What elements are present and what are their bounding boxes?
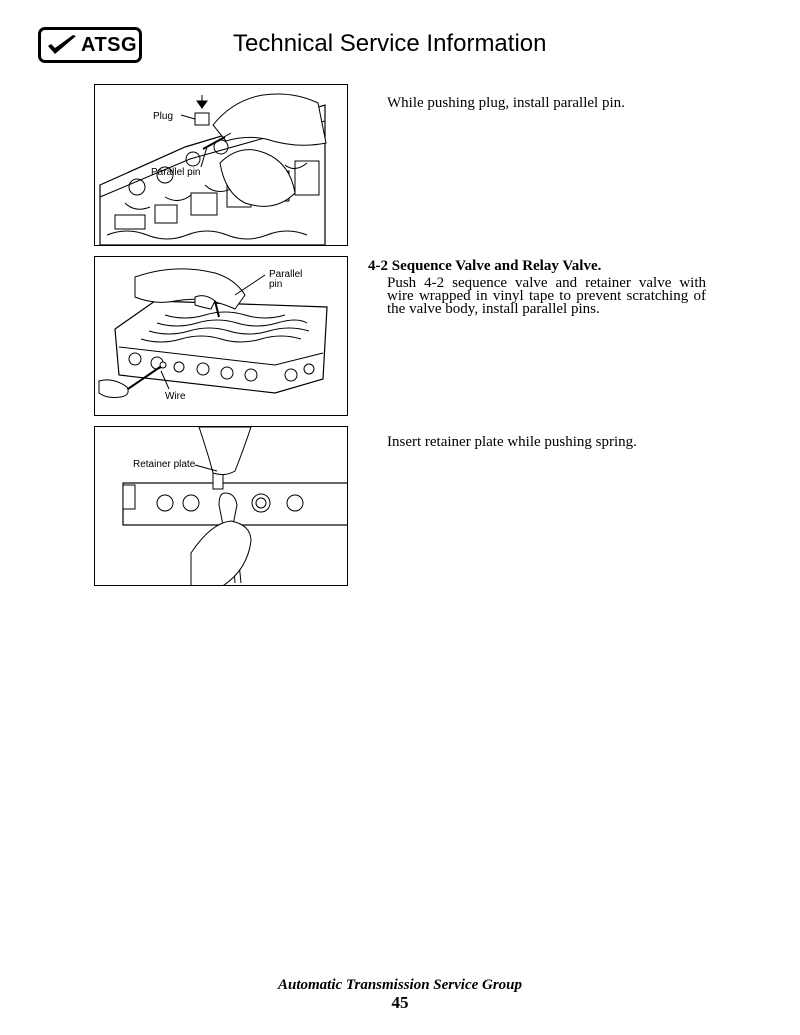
figure-retainer-plate <box>94 426 348 586</box>
figure-label-pin: pin <box>269 279 283 290</box>
instruction-install-parallel-pin: While pushing plug, install parallel pin. <box>387 95 625 111</box>
valve-body-wire-illustration <box>95 257 348 416</box>
figure-label-retainer-plate: Retainer plate <box>133 459 196 470</box>
figure-label-parallel-pin: Parallel pin <box>151 167 201 178</box>
page-title: Technical Service Information <box>233 30 547 57</box>
section-heading: 4-2 Sequence Valve and Relay Valve. <box>368 258 602 274</box>
logo-text: ATSG <box>81 33 138 56</box>
page-number: 45 <box>391 993 409 1012</box>
section-sequence-relay-valve <box>368 260 706 316</box>
atsg-logo <box>38 27 142 63</box>
section-body: Push 4-2 sequence valve and retainer valve with wire wrapped in vinyl tape to prevent scratching of the valve body, install parallel pins. <box>387 275 706 317</box>
footer-organization: Automatic Transmission Service Group <box>277 977 523 993</box>
figure-sequence-relay-valve <box>94 256 348 416</box>
instruction-insert-retainer-plate: Insert retainer plate while pushing spring. <box>387 434 637 450</box>
figure-label-parallel: Parallel <box>269 269 303 280</box>
figure-plug-parallel-pin <box>94 84 348 246</box>
retainer-plate-illustration <box>95 427 348 586</box>
figure-label-plug: Plug <box>153 111 174 122</box>
checkmark-icon <box>47 34 77 56</box>
figure-label-wire: Wire <box>165 391 186 402</box>
valve-body-illustration <box>95 85 348 246</box>
